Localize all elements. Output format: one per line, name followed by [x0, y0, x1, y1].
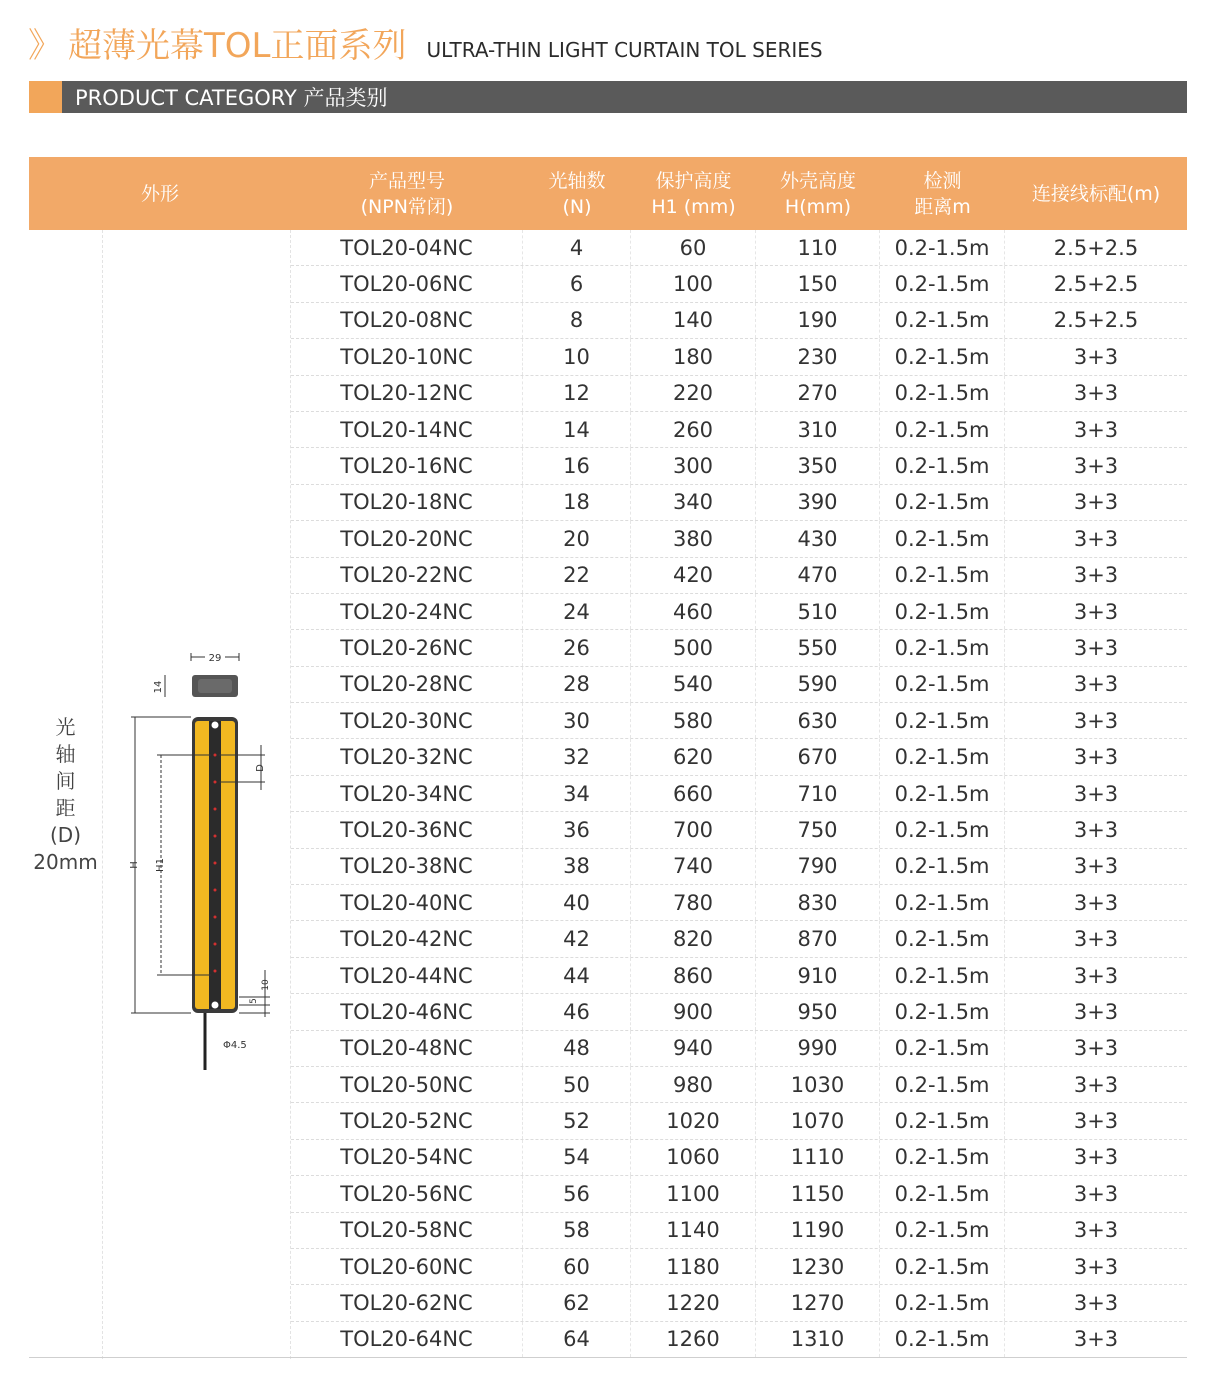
cell-housing-height: 350 — [756, 448, 880, 483]
cell-housing-height: 1030 — [756, 1067, 880, 1102]
spacing-label-line: (D) — [49, 822, 81, 847]
cell-protect-height: 540 — [631, 667, 756, 702]
cell-protect-height: 780 — [631, 885, 756, 920]
light-curtain-drawing — [125, 645, 285, 1075]
curtain-body — [192, 717, 238, 1070]
chevron-icon: 》 — [28, 26, 62, 66]
cell-housing-height: 910 — [756, 958, 880, 993]
cell-cable: 3+3 — [1073, 1072, 1119, 1097]
cell-cable: 3+3 — [1073, 1145, 1119, 1170]
table-row — [291, 266, 1187, 302]
table-row — [291, 1176, 1187, 1212]
cell-protect-height: 500 — [631, 630, 756, 665]
cell-protect-height: 340 — [631, 485, 756, 520]
cell-cable: 3+3 — [1073, 1218, 1119, 1243]
cell-distance: 0.2-1.5m — [880, 376, 1005, 411]
cell-model: TOL20-18NC — [291, 485, 523, 520]
category-bar — [29, 81, 1187, 113]
cell-housing-height: 1110 — [756, 1140, 880, 1175]
cell-housing-height: 150 — [756, 266, 880, 301]
cell-cable: 3+3 — [1073, 635, 1119, 660]
product-table — [29, 157, 1187, 1359]
cell-model: TOL20-08NC — [291, 303, 523, 338]
cell-distance: 0.2-1.5m — [880, 994, 1005, 1029]
dim-width: 29 — [208, 653, 222, 664]
title-english: ULTRA-THIN LIGHT CURTAIN TOL SERIES — [426, 38, 823, 62]
cell-cable: 3+3 — [1073, 817, 1119, 842]
col-header-label: 检测 — [923, 169, 962, 192]
cell-axes: 38 — [523, 849, 631, 884]
cell-cable: 3+3 — [1073, 1181, 1119, 1206]
cell-distance: 0.2-1.5m — [880, 230, 1005, 265]
cell-axes: 60 — [523, 1249, 631, 1284]
cell-housing-height: 750 — [756, 812, 880, 847]
col-header-protect-height — [631, 168, 756, 220]
cell-housing-height: 1190 — [756, 1213, 880, 1248]
cell-protect-height: 820 — [631, 921, 756, 956]
cell-housing-height: 110 — [756, 230, 880, 265]
cell-axes: 62 — [523, 1285, 631, 1320]
cell-cable: 3+3 — [1073, 454, 1119, 479]
cell-model: TOL20-24NC — [291, 594, 523, 629]
cell-axes: 44 — [523, 958, 631, 993]
table-row — [291, 1249, 1187, 1285]
cell-protect-height: 300 — [631, 448, 756, 483]
col-header-sublabel: H(mm) — [784, 195, 852, 218]
cell-distance: 0.2-1.5m — [880, 485, 1005, 520]
cell-housing-height: 230 — [756, 339, 880, 374]
cell-model: TOL20-40NC — [291, 885, 523, 920]
cell-model: TOL20-46NC — [291, 994, 523, 1029]
cell-protect-height: 1220 — [631, 1285, 756, 1320]
cell-axes: 42 — [523, 921, 631, 956]
cell-distance: 0.2-1.5m — [880, 1103, 1005, 1138]
cell-axes: 54 — [523, 1140, 631, 1175]
cell-model: TOL20-16NC — [291, 448, 523, 483]
cell-cable: 3+3 — [1073, 890, 1119, 915]
cell-housing-height: 990 — [756, 1031, 880, 1066]
table-row — [291, 812, 1187, 848]
cell-distance: 0.2-1.5m — [880, 1031, 1005, 1066]
cell-protect-height: 220 — [631, 376, 756, 411]
dim-d: D — [255, 764, 266, 772]
cell-model: TOL20-56NC — [291, 1176, 523, 1211]
cell-protect-height: 660 — [631, 776, 756, 811]
cell-cable: 3+3 — [1073, 381, 1119, 406]
col-header-label: 连接线标配(m) — [1031, 182, 1161, 205]
table-row — [291, 230, 1187, 266]
cell-model: TOL20-44NC — [291, 958, 523, 993]
table-row — [291, 339, 1187, 375]
cell-protect-height: 860 — [631, 958, 756, 993]
cell-model: TOL20-22NC — [291, 558, 523, 593]
cell-model: TOL20-34NC — [291, 776, 523, 811]
category-label: PRODUCT CATEGORY 产品类别 — [75, 86, 388, 110]
cell-housing-height: 950 — [756, 994, 880, 1029]
table-row — [291, 630, 1187, 666]
table-row — [291, 994, 1187, 1030]
col-header-shape — [29, 181, 291, 207]
table-row — [291, 1322, 1187, 1358]
col-header-model — [291, 168, 523, 220]
table-row — [291, 776, 1187, 812]
dim-h: H — [129, 861, 140, 869]
cell-model: TOL20-54NC — [291, 1140, 523, 1175]
cell-distance: 0.2-1.5m — [880, 412, 1005, 447]
table-row — [291, 594, 1187, 630]
rows-container — [291, 230, 1187, 1358]
cell-model: TOL20-14NC — [291, 412, 523, 447]
cell-housing-height: 1230 — [756, 1249, 880, 1284]
cell-distance: 0.2-1.5m — [880, 1140, 1005, 1175]
spacing-label-line: 距 — [55, 795, 76, 820]
col-header-housing-height — [756, 168, 880, 220]
cell-housing-height: 830 — [756, 885, 880, 920]
cell-axes: 12 — [523, 376, 631, 411]
col-header-sublabel: H1 (mm) — [651, 195, 736, 218]
cell-axes: 52 — [523, 1103, 631, 1138]
table-row — [291, 448, 1187, 484]
cell-housing-height: 550 — [756, 630, 880, 665]
cell-axes: 46 — [523, 994, 631, 1029]
table-row — [291, 485, 1187, 521]
cell-protect-height: 940 — [631, 1031, 756, 1066]
cell-housing-height: 710 — [756, 776, 880, 811]
cell-model: TOL20-60NC — [291, 1249, 523, 1284]
cell-axes: 8 — [523, 303, 631, 338]
cell-cable: 3+3 — [1073, 1109, 1119, 1134]
cell-protect-height: 180 — [631, 339, 756, 374]
cell-housing-height: 670 — [756, 739, 880, 774]
dim-hole: Φ4.5 — [223, 1040, 247, 1051]
cell-cable: 3+3 — [1073, 963, 1119, 988]
cell-distance: 0.2-1.5m — [880, 303, 1005, 338]
table-row — [291, 921, 1187, 957]
cell-axes: 32 — [523, 739, 631, 774]
cell-housing-height: 270 — [756, 376, 880, 411]
page-title — [28, 18, 823, 68]
cell-distance: 0.2-1.5m — [880, 1249, 1005, 1284]
cell-distance: 0.2-1.5m — [880, 1322, 1005, 1357]
cell-axes: 18 — [523, 485, 631, 520]
cell-cable: 3+3 — [1073, 745, 1119, 770]
cell-axes: 6 — [523, 266, 631, 301]
table-body — [29, 230, 1187, 1359]
cell-axes: 36 — [523, 812, 631, 847]
cell-housing-height: 430 — [756, 521, 880, 556]
cell-protect-height: 900 — [631, 994, 756, 1029]
cell-axes: 24 — [523, 594, 631, 629]
cell-model: TOL20-26NC — [291, 630, 523, 665]
cell-protect-height: 1020 — [631, 1103, 756, 1138]
cell-distance: 0.2-1.5m — [880, 1176, 1005, 1211]
table-row — [291, 1140, 1187, 1176]
cell-distance: 0.2-1.5m — [880, 339, 1005, 374]
col-header-axes — [523, 168, 631, 220]
cell-distance: 0.2-1.5m — [880, 849, 1005, 884]
col-header-cable — [1005, 181, 1187, 207]
cell-protect-height: 420 — [631, 558, 756, 593]
spacing-label-line: 光 — [55, 714, 76, 739]
cell-cable: 3+3 — [1073, 781, 1119, 806]
cell-distance: 0.2-1.5m — [880, 630, 1005, 665]
table-row — [291, 1285, 1187, 1321]
table-row — [291, 558, 1187, 594]
cell-axes: 40 — [523, 885, 631, 920]
cell-protect-height: 140 — [631, 303, 756, 338]
cell-model: TOL20-62NC — [291, 1285, 523, 1320]
cell-axes: 4 — [523, 230, 631, 265]
cell-model: TOL20-42NC — [291, 921, 523, 956]
cell-distance: 0.2-1.5m — [880, 448, 1005, 483]
cell-housing-height: 470 — [756, 558, 880, 593]
cell-model: TOL20-38NC — [291, 849, 523, 884]
cell-housing-height: 1310 — [756, 1322, 880, 1357]
cell-model: TOL20-36NC — [291, 812, 523, 847]
dim-depth: 14 — [153, 680, 164, 694]
table-row — [291, 303, 1187, 339]
cell-distance: 0.2-1.5m — [880, 703, 1005, 738]
cell-distance: 0.2-1.5m — [880, 958, 1005, 993]
table-row — [291, 849, 1187, 885]
cell-distance: 0.2-1.5m — [880, 812, 1005, 847]
cell-cable: 3+3 — [1073, 526, 1119, 551]
cell-protect-height: 460 — [631, 594, 756, 629]
table-row — [291, 1031, 1187, 1067]
table-row — [291, 667, 1187, 703]
cell-distance: 0.2-1.5m — [880, 1285, 1005, 1320]
cell-model: TOL20-10NC — [291, 339, 523, 374]
cell-distance: 0.2-1.5m — [880, 558, 1005, 593]
cell-cable: 3+3 — [1073, 999, 1119, 1024]
cell-protect-height: 740 — [631, 849, 756, 884]
dim-five: 5 — [249, 998, 259, 1004]
cell-housing-height: 190 — [756, 303, 880, 338]
cell-cable: 3+3 — [1073, 490, 1119, 515]
cell-protect-height: 1100 — [631, 1176, 756, 1211]
cell-protect-height: 980 — [631, 1067, 756, 1102]
cell-housing-height: 1270 — [756, 1285, 880, 1320]
cell-protect-height: 1140 — [631, 1213, 756, 1248]
cell-model: TOL20-30NC — [291, 703, 523, 738]
cell-axes: 14 — [523, 412, 631, 447]
table-row — [291, 703, 1187, 739]
cell-model: TOL20-20NC — [291, 521, 523, 556]
title-chinese: 超薄光幕TOL正面系列 — [68, 26, 407, 66]
cell-model: TOL20-52NC — [291, 1103, 523, 1138]
col-header-label: 光轴数 — [548, 169, 606, 192]
cell-cable: 2.5+2.5 — [1053, 308, 1139, 333]
cell-protect-height: 260 — [631, 412, 756, 447]
table-bottom-border — [29, 1357, 1187, 1358]
cell-protect-height: 700 — [631, 812, 756, 847]
table-row — [291, 376, 1187, 412]
cell-axes: 48 — [523, 1031, 631, 1066]
cell-axes: 22 — [523, 558, 631, 593]
cell-distance: 0.2-1.5m — [880, 739, 1005, 774]
cell-protect-height: 1260 — [631, 1322, 756, 1357]
cell-housing-height: 510 — [756, 594, 880, 629]
cell-cable: 3+3 — [1073, 927, 1119, 952]
cell-cable: 3+3 — [1073, 1291, 1119, 1316]
cell-axes: 28 — [523, 667, 631, 702]
category-accent — [29, 81, 62, 113]
cell-cable: 3+3 — [1073, 599, 1119, 624]
cell-axes: 10 — [523, 339, 631, 374]
cell-distance: 0.2-1.5m — [880, 921, 1005, 956]
col-header-distance — [880, 168, 1005, 220]
cell-model: TOL20-06NC — [291, 266, 523, 301]
table-row — [291, 739, 1187, 775]
cell-cable: 3+3 — [1073, 344, 1119, 369]
cell-axes: 16 — [523, 448, 631, 483]
spacing-label-column — [29, 230, 103, 1359]
cell-distance: 0.2-1.5m — [880, 266, 1005, 301]
cell-distance: 0.2-1.5m — [880, 667, 1005, 702]
spacing-label-line: 间 — [55, 768, 76, 793]
cell-axes: 26 — [523, 630, 631, 665]
cell-axes: 50 — [523, 1067, 631, 1102]
cell-model: TOL20-12NC — [291, 376, 523, 411]
cell-model: TOL20-32NC — [291, 739, 523, 774]
cell-housing-height: 630 — [756, 703, 880, 738]
cell-housing-height: 310 — [756, 412, 880, 447]
cell-axes: 58 — [523, 1213, 631, 1248]
cell-model: TOL20-58NC — [291, 1213, 523, 1248]
cell-housing-height: 870 — [756, 921, 880, 956]
col-header-sublabel: (N) — [562, 195, 592, 218]
cell-cable: 2.5+2.5 — [1053, 272, 1139, 297]
cell-protect-height: 380 — [631, 521, 756, 556]
cell-axes: 34 — [523, 776, 631, 811]
cell-protect-height: 1180 — [631, 1249, 756, 1284]
cell-cable: 3+3 — [1073, 1036, 1119, 1061]
cell-protect-height: 100 — [631, 266, 756, 301]
col-header-label: 保护高度 — [655, 169, 732, 192]
col-header-label: 外壳高度 — [779, 169, 856, 192]
spacing-label-line: 轴 — [55, 741, 76, 766]
cell-cable: 2.5+2.5 — [1053, 235, 1139, 260]
cell-protect-height: 580 — [631, 703, 756, 738]
table-row — [291, 885, 1187, 921]
cell-housing-height: 1070 — [756, 1103, 880, 1138]
cell-model: TOL20-50NC — [291, 1067, 523, 1102]
cell-cable: 3+3 — [1073, 417, 1119, 442]
cell-protect-height: 620 — [631, 739, 756, 774]
cell-housing-height: 790 — [756, 849, 880, 884]
cell-model: TOL20-64NC — [291, 1322, 523, 1357]
cell-cable: 3+3 — [1073, 672, 1119, 697]
cell-distance: 0.2-1.5m — [880, 1213, 1005, 1248]
cell-protect-height: 60 — [631, 230, 756, 265]
table-row — [291, 958, 1187, 994]
cell-housing-height: 1150 — [756, 1176, 880, 1211]
table-row — [291, 521, 1187, 557]
cell-cable: 3+3 — [1073, 1327, 1119, 1352]
cell-cable: 3+3 — [1073, 563, 1119, 588]
col-header-label: 产品型号 — [368, 169, 445, 192]
table-row — [291, 1103, 1187, 1139]
dim-ten: 10 — [261, 979, 271, 991]
cell-model: TOL20-48NC — [291, 1031, 523, 1066]
cell-axes: 20 — [523, 521, 631, 556]
cell-housing-height: 590 — [756, 667, 880, 702]
spacing-label-line: 20mm — [33, 849, 98, 874]
cell-distance: 0.2-1.5m — [880, 521, 1005, 556]
table-row — [291, 1067, 1187, 1103]
cell-cable: 3+3 — [1073, 854, 1119, 879]
cell-cable: 3+3 — [1073, 708, 1119, 733]
cell-axes: 64 — [523, 1322, 631, 1357]
cell-model: TOL20-28NC — [291, 667, 523, 702]
table-header — [29, 157, 1187, 230]
top-view — [153, 650, 239, 697]
cell-model: TOL20-04NC — [291, 230, 523, 265]
table-row — [291, 1213, 1187, 1249]
col-header-sublabel: (NPN常闭) — [360, 195, 454, 218]
cell-axes: 30 — [523, 703, 631, 738]
dim-h1: H1 — [155, 858, 166, 872]
cell-protect-height: 1060 — [631, 1140, 756, 1175]
cell-distance: 0.2-1.5m — [880, 1067, 1005, 1102]
spacing-label — [29, 714, 102, 876]
cell-distance: 0.2-1.5m — [880, 594, 1005, 629]
table-row — [291, 412, 1187, 448]
col-header-sublabel: 距离m — [914, 195, 971, 218]
cell-cable: 3+3 — [1073, 1254, 1119, 1279]
cell-housing-height: 390 — [756, 485, 880, 520]
cell-distance: 0.2-1.5m — [880, 885, 1005, 920]
col-header-label: 外形 — [140, 182, 179, 205]
cell-axes: 56 — [523, 1176, 631, 1211]
cell-distance: 0.2-1.5m — [880, 776, 1005, 811]
